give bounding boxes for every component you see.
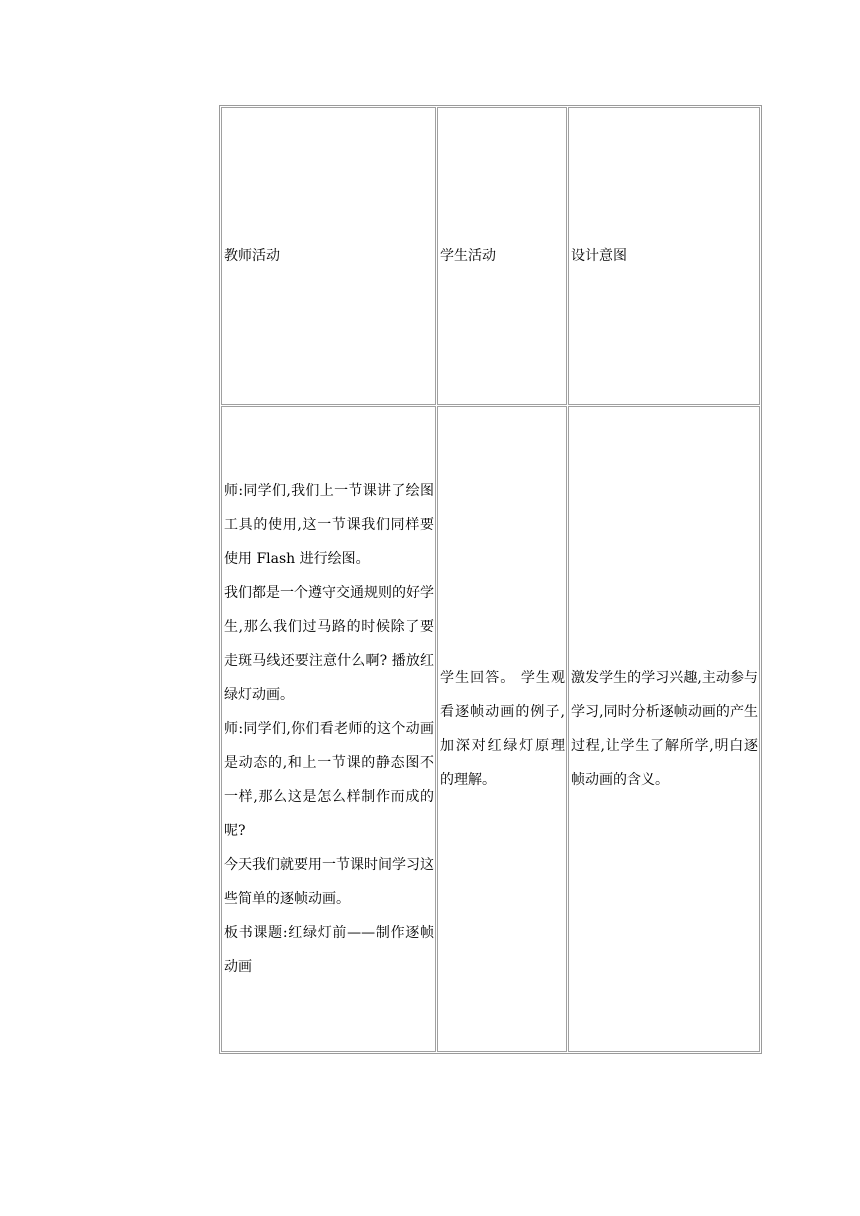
student-activity-cell: 学生回答。 学生观看逐帧动画的例子,加深对红绿灯原理的理解。 — [437, 406, 567, 1052]
teacher-paragraph: 师:同学们,你们看老师的这个动画是动态的,和上一节课的静态图不一样,那么这是怎么样制作而成的呢? — [224, 721, 434, 839]
teacher-paragraph: 我们都是一个遵守交通规则的好学生,那么我们过马路的时候除了要走斑马线还要注意什么啊? 播放红绿灯动画。 — [224, 585, 434, 703]
table-header-row — [221, 107, 760, 405]
design-intent-cell: 激发学生的学习兴趣,主动参与学习,同时分析逐帧动画的产生过程,让学生了解所学,明白逐帧动画的含义。 — [568, 406, 760, 1052]
teacher-paragraph: 板书课题:红绿灯前——制作逐帧动画 — [224, 925, 434, 975]
header-teacher-activity: 教师活动 — [221, 107, 436, 405]
teacher-paragraph: 今天我们就要用一节课时间学习这些简单的逐帧动画。 — [224, 857, 434, 907]
teacher-activity-cell — [221, 406, 436, 1052]
lesson-plan-table — [219, 105, 762, 1054]
header-student-activity: 学生活动 — [437, 107, 567, 405]
table-row — [221, 406, 760, 1052]
header-design-intent: 设计意图 — [568, 107, 760, 405]
teacher-paragraph: 师:同学们,我们上一节课讲了绘图工具的使用,这一节课我们同样要使用 Flash 进行绘图。 — [224, 483, 434, 567]
